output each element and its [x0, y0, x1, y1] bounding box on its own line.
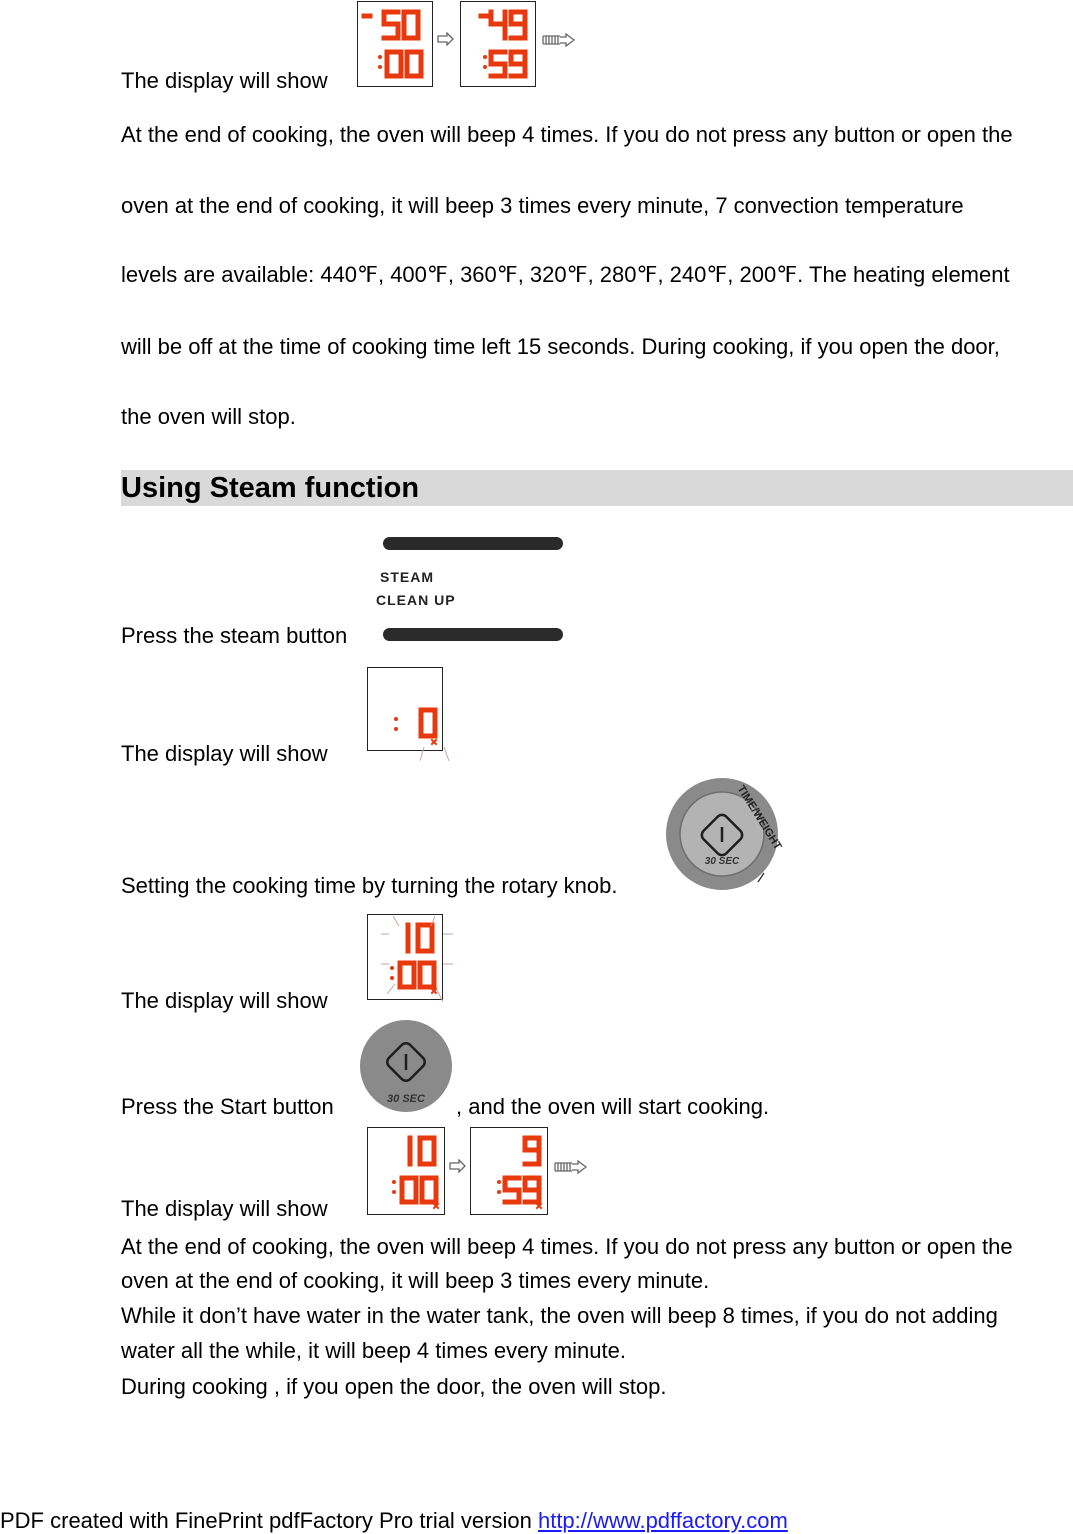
lcd-display-49-59 [460, 1, 536, 87]
end-line-2: oven at the end of cooking, it will beep 3 times every minute. [121, 1268, 710, 1293]
lcd-digits [471, 1128, 547, 1214]
paragraph-line-4: will be off at the time of cooking time left 15 seconds. During cooking, if you open the door, [121, 334, 1000, 359]
footer-link[interactable]: http://www.pdffactory.com [537, 1508, 788, 1533]
end-line-5: During cooking , if you open the door, the oven will stop. [121, 1374, 667, 1399]
press-start-suffix: , and the oven will start cooking. [456, 1094, 770, 1119]
press-start-text: Press the Start button [121, 1094, 334, 1119]
knob-ring-label: TIME/WEIGHT [734, 783, 784, 853]
press-steam-text: Press the steam button [121, 623, 348, 648]
end-line-1: At the end of cooking, the oven will beep 4 times. If you do not press any button or open the [121, 1234, 1013, 1259]
display-label: The display will show [121, 68, 328, 93]
lcd-display-run-9-59 [470, 1127, 548, 1215]
start-button[interactable] [358, 1018, 454, 1114]
end-line-4: water all the while, it will beep 4 times every minute. [121, 1338, 626, 1363]
continue-arrow-icon [554, 1160, 590, 1174]
display-label-2: The display will show [121, 988, 328, 1013]
blink-rays-icon [365, 912, 457, 1006]
lcd-digits [368, 1128, 444, 1214]
steam-button-bar-top [383, 537, 563, 550]
paragraph-line-1: At the end of cooking, the oven will beep 4 times. If you do not press any button or open the [121, 122, 1013, 147]
continue-arrow-icon [542, 33, 578, 47]
arrow-right-icon [449, 1159, 467, 1173]
lcd-digits [461, 2, 535, 86]
end-line-3: While it don’t have water in the water tank, the oven will beep 8 times, if you do not adding [121, 1303, 998, 1328]
paragraph-line-3: levels are available: 440℉, 400℉, 360℉, 320℉, 280℉, 240℉, 200℉. The heating element [121, 262, 1010, 287]
steam-label: STEAM [380, 569, 434, 585]
blink-rays-icon [420, 745, 450, 763]
display-label-1: The display will show [121, 741, 328, 766]
start-30-sec-label: 30 SEC [387, 1093, 425, 1105]
pdf-footer [0, 1508, 788, 1534]
setting-time-text: Setting the cooking time by turning the rotary knob. [121, 873, 618, 898]
section-heading: Using Steam function [121, 470, 1073, 506]
paragraph-line-5: the oven will stop. [121, 404, 296, 429]
lcd-digits [358, 2, 432, 86]
clean-up-label: CLEAN UP [376, 592, 456, 608]
lcd-display-steam-0 [367, 667, 443, 751]
lcd-display-50-00 [357, 1, 433, 87]
knob-30-sec-label: 30 SEC [704, 856, 740, 867]
steam-button-bar-bottom[interactable] [383, 628, 563, 641]
display-label-3: The display will show [121, 1196, 328, 1221]
paragraph-line-2: oven at the end of cooking, it will beep 3 times every minute, 7 convection temperature [121, 193, 964, 218]
lcd-display-run-10-00 [367, 1127, 445, 1215]
arrow-right-icon [437, 32, 455, 46]
footer-text: PDF created with FinePrint pdfFactory Pro trial version [0, 1508, 538, 1533]
lcd-digits [368, 668, 442, 750]
